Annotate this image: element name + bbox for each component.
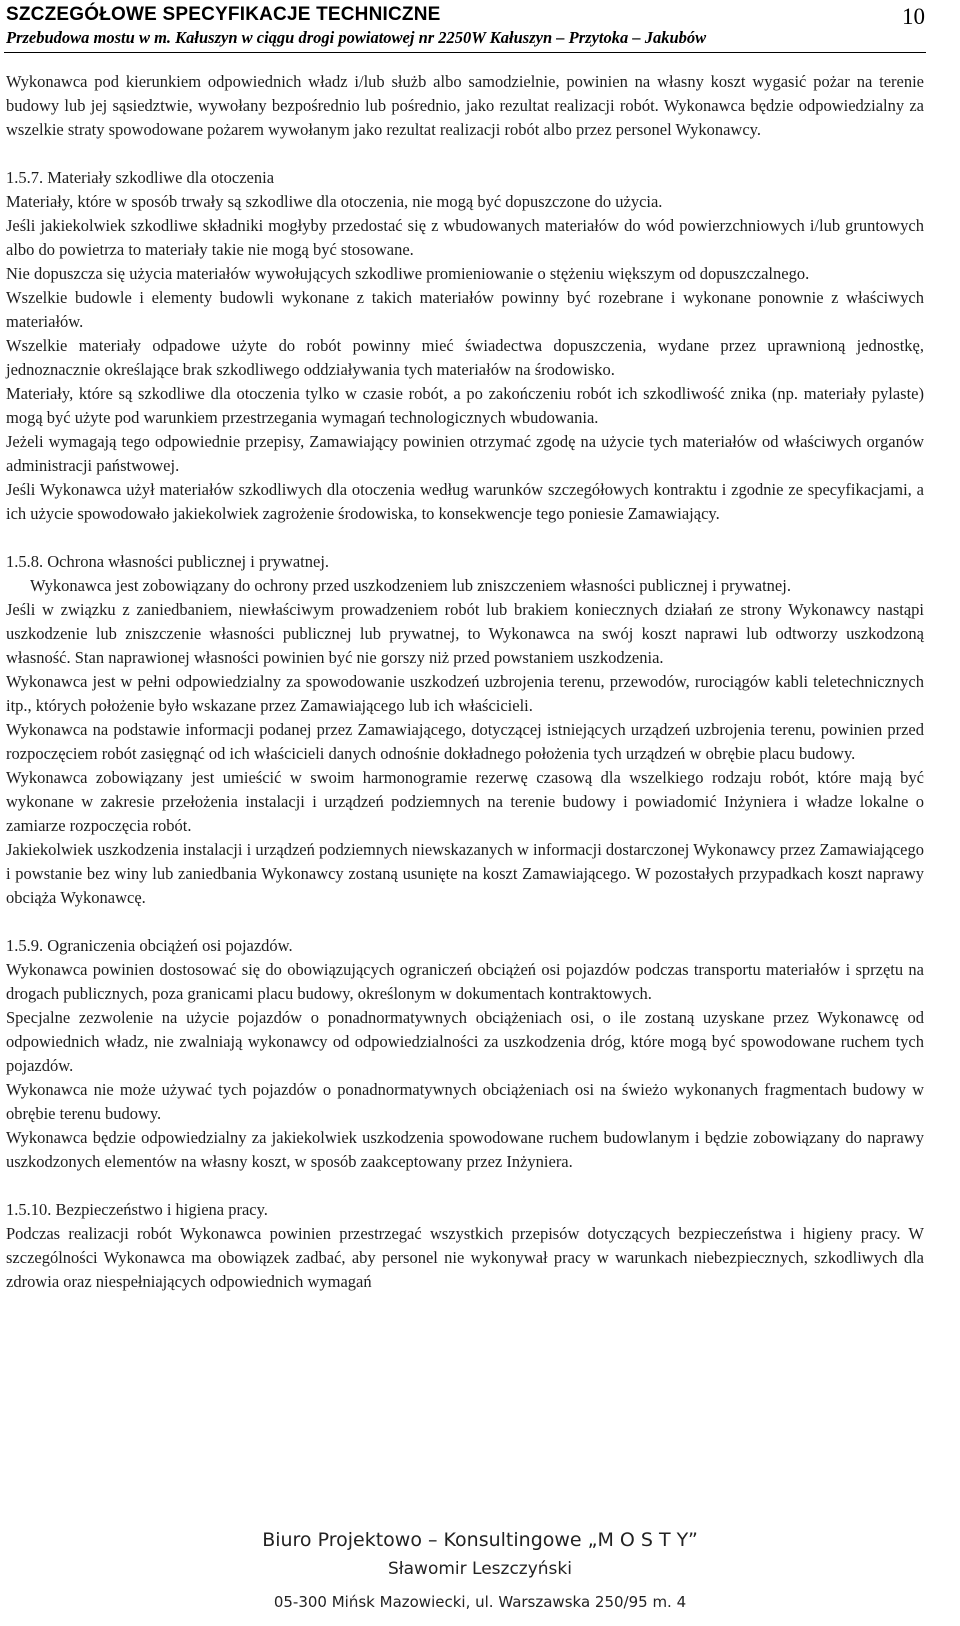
paragraph: Wszelkie materiały odpadowe użyte do robót powinny mieć świadectwa dopuszczenia, wydane przez uprawnioną jednostkę, jednoznacznie określające brak szkodliwego oddziaływania tych materiałów na środowisko. [6, 336, 924, 379]
paragraph: Wykonawca jest zobowiązany do ochrony przed uszkodzeniem lub zniszczeniem własności publicznej i prywatnej. [30, 576, 791, 595]
paragraph-spacer [6, 142, 924, 166]
header-divider [4, 52, 926, 53]
paragraph: Wykonawca pod kierunkiem odpowiednich władz i/lub służb albo samodzielnie, powinien na własny koszt wygasić pożar na terenie budowy lub jej sąsiedztwie, wywołany bezpośrednio lub pośrednio, jako rezultat realizacji robót. Wykonawca będzie odpowiedzialny za wszelkie straty spowodowane pożarem wywołanym jako rezultat realizacji robót albo przez personel Wykonawcy. [6, 72, 924, 139]
paragraph: Wykonawca zobowiązany jest umieścić w swoim harmonogramie rezerwę czasową dla wszelkiego rodzaju robót, które mają być wykonane w zakresie przełożenia instalacji i urządzeń podziemnych na terenie budowy i powiadomić Inżyniera i władze lokalne o zamiarze rozpoczęcia robót. [6, 768, 924, 835]
section-heading: 1.5.10. Bezpieczeństwo i higiena pracy. [6, 1200, 268, 1219]
paragraph: Jeżeli wymagają tego odpowiednie przepisy, Zamawiający powinien otrzymać zgodę na użycie tych materiałów od właściwych organów administracji państwowej. [6, 432, 924, 475]
document-body [6, 70, 924, 1294]
paragraph: Wszelkie budowle i elementy budowli wykonane z takich materiałów powinny być rozebrane i wykonane ponownie z właściwych materiałów. [6, 288, 924, 331]
section-heading: 1.5.8. Ochrona własności publicznej i prywatnej. [6, 552, 330, 571]
paragraph: Jakiekolwiek uszkodzenia instalacji i urządzeń podziemnych niewskazanych w informacji dostarczonej Wykonawcy przez Zamawiającego i powstanie bez winy lub zaniedbania Wykonawcy zostaną usunięte na koszt Zamawiającego. W pozostałych przypadkach koszt naprawy obciąża Wykonawcę. [6, 840, 924, 907]
paragraph: Wykonawca na podstawie informacji podanej przez Zamawiającego, dotyczącej istniejących urządzeń uzbrojenia terenu, powinien przed rozpoczęciem robót zasięgnąć od ich właścicieli danych odnośnie dokładnego położenia tych urządzeń w obrębie placu budowy. [6, 720, 924, 763]
paragraph: Specjalne zezwolenie na użycie pojazdów o ponadnormatywnych obciążeniach osi, o ile zostaną uzyskane przez Wykonawcę od odpowiednich władz, nie zwalniają wykonawcy od odpowiedzialności za uszkodzenia dróg, które mogą być spowodowane ruchem tych pojazdów. [6, 1008, 924, 1075]
section-heading: 1.5.7. Materiały szkodliwe dla otoczenia [6, 168, 275, 187]
footer-company: Biuro Projektowo – Konsultingowe „M O S T Y” [262, 1529, 698, 1551]
paragraph: Wykonawca jest w pełni odpowiedzialny za spowodowanie uszkodzeń uzbrojenia terenu, przewodów, rurociągów kabli teletechnicznych itp., których położenie było wskazane przez Zamawiającego lub ich właścicieli. [6, 672, 924, 715]
paragraph: Materiały, które w sposób trwały są szkodliwe dla otoczenia, nie mogą być dopuszczone do użycia. [6, 192, 663, 211]
paragraph: Jeśli jakiekolwiek szkodliwe składniki mogłyby przedostać się z wbudowanych materiałów do wód powierzchniowych i/lub gruntowych albo do powietrza to materiały takie nie mogą być stosowane. [6, 216, 924, 259]
section-heading: 1.5.9. Ograniczenia obciążeń osi pojazdów. [6, 936, 293, 955]
paragraph: Wykonawca będzie odpowiedzialny za jakiekolwiek uszkodzenia spowodowane ruchem budowlanym i będzie zobowiązany do naprawy uszkodzonych elementów na własny koszt, w sposób zaakceptowany przez Inżyniera. [6, 1128, 924, 1171]
page-footer [0, 1526, 960, 1620]
footer-address: 05-300 Mińsk Mazowiecki, ul. Warszawska 250/95 m. 4 [273, 1593, 687, 1611]
footer-person: Sławomir Leszczyński [388, 1559, 572, 1579]
page-number: 10 [902, 4, 925, 29]
document-title: SZCZEGÓŁOWE SPECYFIKACJE TECHNICZNE [6, 4, 441, 25]
paragraph-spacer [6, 910, 924, 934]
paragraph-spacer [6, 526, 924, 550]
paragraph: Wykonawca nie może używać tych pojazdów o ponadnormatywnych obciążeniach osi na świeżo wykonanych fragmentach budowy w obrębie terenu budowy. [6, 1080, 924, 1123]
document-subtitle: Przebudowa mostu w m. Kałuszyn w ciągu drogi powiatowej nr 2250W Kałuszyn – Przytoka – Jakubów [6, 28, 707, 47]
paragraph: Jeśli w związku z zaniedbaniem, niewłaściwym prowadzeniem robót lub brakiem koniecznych działań ze strony Wykonawcy nastąpi uszkodzenie lub zniszczenie własności publicznej lub prywatnej, to Wykonawca na swój koszt naprawi lub odtworzy uszkodzoną własność. Stan naprawionej własności powinien być nie gorszy niż przed powstaniem uszkodzenia. [6, 600, 924, 667]
paragraph: Nie dopuszcza się użycia materiałów wywołujących szkodliwe promieniowanie o stężeniu większym od dopuszczalnego. [6, 264, 810, 283]
paragraph: Jeśli Wykonawca użył materiałów szkodliwych dla otoczenia według warunków szczegółowych kontraktu i zgodnie ze specyfikacjami, a ich użycie spowodowało jakiekolwiek zagrożenie środowiska, to konsekwencje tego poniesie Zamawiający. [6, 480, 924, 523]
paragraph: Wykonawca powinien dostosować się do obowiązujących ograniczeń obciążeń osi pojazdów podczas transportu materiałów i sprzętu na drogach publicznych, poza granicami placu budowy, określonym w dokumentach kontraktowych. [6, 960, 924, 1003]
paragraph-spacer [6, 1174, 924, 1198]
paragraph: Materiały, które są szkodliwe dla otoczenia tylko w czasie robót, a po zakończeniu robót ich szkodliwość znika (np. materiały pylaste) mogą być użyte pod warunkiem przestrzegania wymagań technologicznych wbudowania. [6, 384, 924, 427]
paragraph: Podczas realizacji robót Wykonawca powinien przestrzegać wszystkich przepisów dotyczących bezpieczeństwa i higieny pracy. W szczególności Wykonawca ma obowiązek zadbać, aby personel nie wykonywał pracy w warunkach niebezpiecznych, szkodliwych dla zdrowia oraz niespełniających odpowiednich wymagań [6, 1224, 924, 1291]
